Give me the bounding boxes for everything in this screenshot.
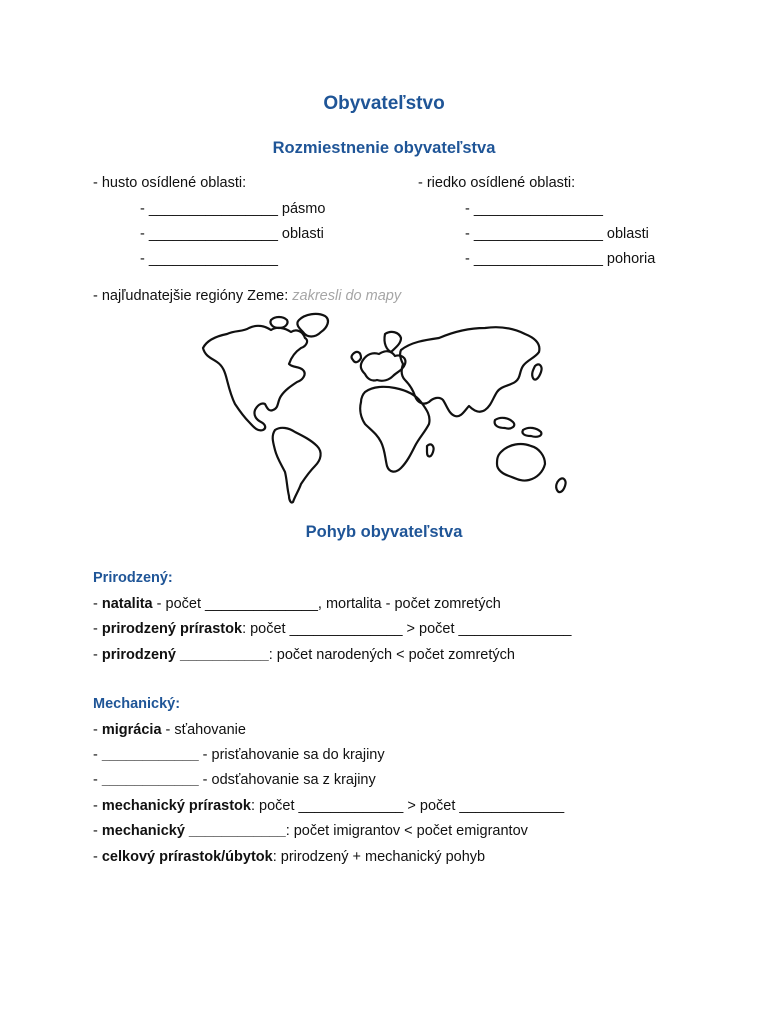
- term: mechanický ____________: [101, 823, 286, 839]
- dense-areas-label: - husto osídlené oblasti:: [93, 175, 247, 191]
- dash: -: [93, 596, 102, 612]
- dense-item-2: [140, 226, 324, 242]
- blank: - ________________: [140, 201, 278, 217]
- dash: -: [93, 621, 102, 637]
- definition: : počet _____________ > počet _____________: [250, 798, 565, 814]
- mechanical-line-3: [93, 772, 376, 788]
- dash: -: [93, 747, 102, 763]
- term: ____________: [101, 772, 199, 788]
- dash: -: [93, 722, 102, 738]
- populous-regions-label: - najľudnatejšie regióny Zeme:: [93, 288, 289, 304]
- page-title: Obyvateľstvo: [323, 93, 445, 114]
- blank: - ________________: [140, 226, 278, 242]
- definition: : počet imigrantov < počet emigrantov: [285, 823, 528, 839]
- sparse-item-2: [465, 226, 649, 242]
- australia-shape: [497, 444, 545, 481]
- dash: -: [93, 772, 102, 788]
- mechanical-line-4: [93, 798, 564, 814]
- term: celkový prírastok/úbytok: [101, 849, 273, 865]
- world-map-svg: [195, 310, 575, 506]
- natural-line-1: [93, 596, 501, 612]
- mechanical-line-5: [93, 823, 528, 839]
- north-america-shape: [203, 326, 307, 431]
- term: prirodzený ___________: [101, 647, 269, 663]
- definition: : počet narodených < počet zomretých: [268, 647, 515, 663]
- blank: - ________________: [140, 251, 278, 267]
- europe-shape: [361, 351, 406, 381]
- dash: -: [93, 849, 102, 865]
- movement-heading: Pohyb obyvateľstva: [305, 523, 463, 541]
- dash: -: [93, 647, 102, 663]
- sparse-item-3: [465, 251, 655, 267]
- sparse-areas-label: - riedko osídlené oblasti:: [418, 175, 576, 191]
- definition: - odsťahovanie sa z krajiny: [198, 772, 376, 788]
- map-hint: zakresli do mapy: [292, 288, 402, 304]
- populous-regions-line: [93, 288, 401, 304]
- africa-shape: [360, 387, 429, 472]
- dense-item-2-suffix: oblasti: [277, 226, 324, 242]
- mechanical-line-6: [93, 849, 485, 865]
- definition: : prirodzený + mechanický pohyb: [272, 849, 486, 865]
- dense-item-3: [140, 251, 278, 267]
- british-isles-shape: [352, 352, 362, 362]
- dash: -: [93, 798, 102, 814]
- scandinavia-shape: [384, 332, 401, 352]
- definition: : počet ______________ > počet ______________: [242, 621, 572, 637]
- sparse-item-2-suffix: oblasti: [602, 226, 649, 242]
- term: natalita: [101, 596, 153, 612]
- madagascar-shape: [427, 444, 434, 456]
- arctic-islands-shape: [270, 317, 287, 328]
- sparse-item-3-suffix: pohoria: [602, 251, 656, 267]
- asia-shape: [400, 327, 539, 416]
- term: prirodzený prírastok: [101, 621, 243, 637]
- new-guinea-shape: [522, 428, 541, 437]
- term: migrácia: [101, 722, 162, 738]
- natural-heading: Prirodzený:: [93, 570, 173, 586]
- south-america-shape: [273, 428, 321, 503]
- distribution-heading: Rozmiestnenie obyvateľstva: [272, 139, 496, 157]
- definition: - prisťahovanie sa do krajiny: [198, 747, 385, 763]
- mechanical-heading: Mechanický:: [93, 696, 181, 712]
- southeast-asia-islands-shape: [495, 418, 515, 429]
- definition: - sťahovanie: [161, 722, 246, 738]
- sparse-item-1: [465, 201, 603, 217]
- world-map-outline-icon: [195, 310, 575, 506]
- blank: - ________________: [465, 201, 603, 217]
- term: ____________: [101, 747, 199, 763]
- dense-item-1: [140, 201, 325, 217]
- mechanical-line-1: [93, 722, 246, 738]
- mechanical-line-2: [93, 747, 385, 763]
- term: mechanický prírastok: [101, 798, 251, 814]
- natural-line-3: [93, 647, 515, 663]
- definition: - počet ______________, mortalita - počet zomretých: [152, 596, 501, 612]
- natural-line-2: [93, 621, 571, 637]
- blank: - ________________: [465, 251, 603, 267]
- japan-shape: [532, 364, 541, 379]
- new-zealand-shape: [556, 478, 565, 492]
- blank: - ________________: [465, 226, 603, 242]
- dash: -: [93, 823, 102, 839]
- dense-item-1-suffix: pásmo: [277, 201, 326, 217]
